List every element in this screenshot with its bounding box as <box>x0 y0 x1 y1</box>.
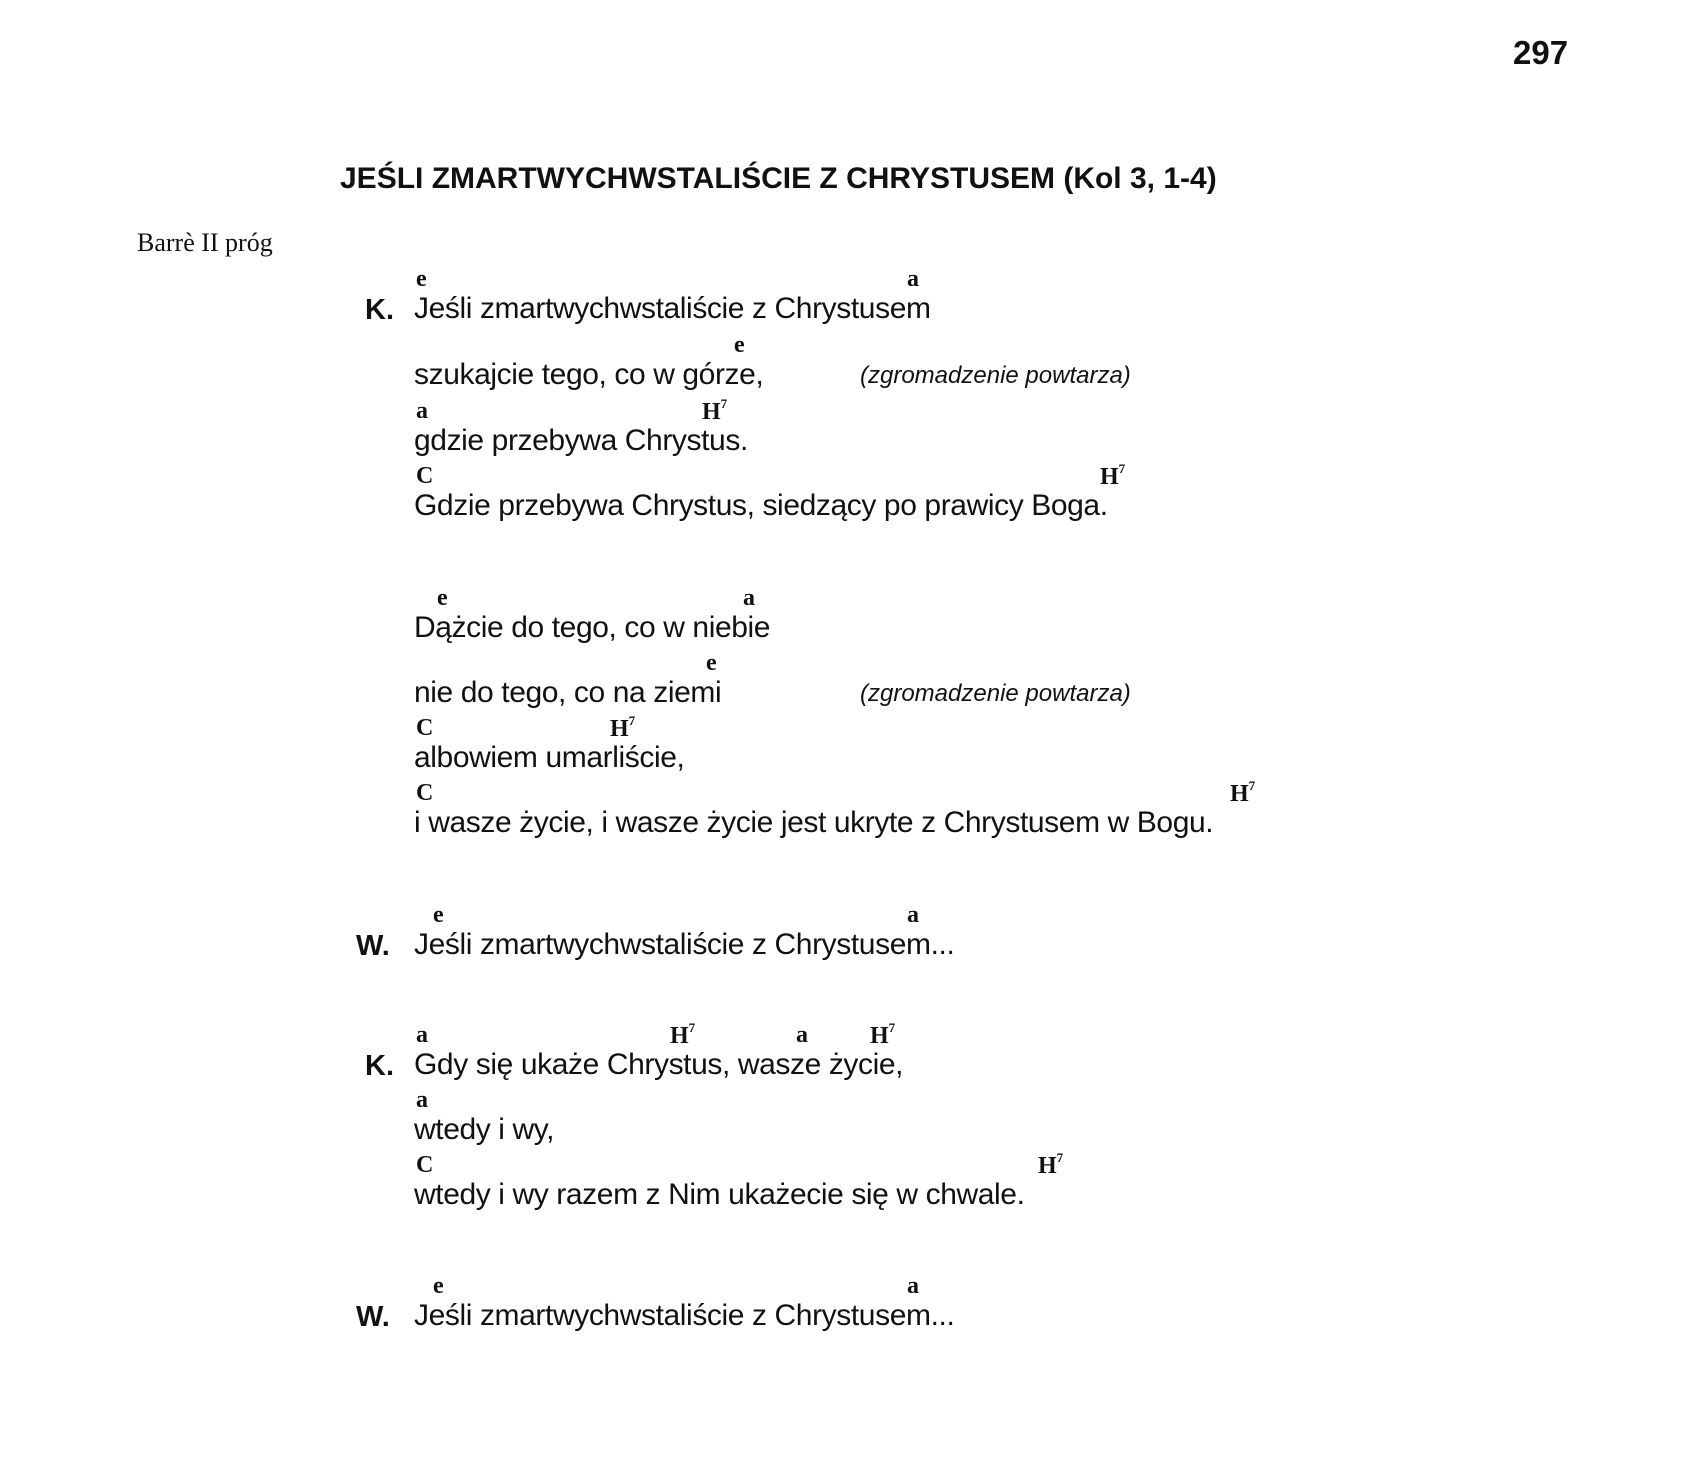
lyric-line: Gdzie przebywa Chrystus, siedzący po prawicy Boga. <box>414 489 1108 522</box>
chord-label: e <box>416 266 427 292</box>
all-marker: W. <box>356 1301 390 1333</box>
lyric-line: Jeśli zmartwychwstaliście z Chrystusem <box>414 292 931 325</box>
chord-label: e <box>706 650 717 676</box>
chord-label: a <box>907 1273 919 1299</box>
chord-label: $H^7$ <box>1230 778 1256 807</box>
chord-label: $H^7$ <box>1100 461 1126 490</box>
chord-label: $H^7$ <box>1038 1150 1064 1179</box>
lyric-line: wtedy i wy, <box>414 1113 555 1146</box>
chord-label: a <box>907 266 919 292</box>
chord-label: $H^7$ <box>870 1020 896 1049</box>
capo-instruction: Barrè II próg <box>137 228 273 257</box>
chord-label: e <box>734 332 745 358</box>
chord-label: a <box>796 1022 808 1048</box>
all-marker: W. <box>356 930 390 962</box>
chord-label: C <box>416 463 434 489</box>
chord-label: a <box>416 1022 428 1048</box>
lyric-line: Jeśli zmartwychwstaliście z Chrystusem... <box>414 928 955 961</box>
chord-label: a <box>416 398 428 424</box>
chord-label: a <box>907 902 919 928</box>
lyric-line: wtedy i wy razem z Nim ukażecie się w chwale. <box>414 1178 1025 1211</box>
page-number: 297 <box>1513 34 1569 71</box>
lyric-line: szukajcie tego, co w górze, <box>414 358 764 391</box>
chord-label: a <box>743 585 755 611</box>
chord-label: e <box>437 585 448 611</box>
lyric-line: i wasze życie, i wasze życie jest ukryte z Chrystusem w Bogu. <box>414 806 1214 839</box>
chord-label: e <box>433 1273 444 1299</box>
chord-label: C <box>416 715 434 741</box>
song-title: JEŚLI ZMARTWYCHWSTALIŚCIE Z CHRYSTUSEM (Kol 3, 1-4) <box>340 162 1217 195</box>
chord-label: $H^7$ <box>702 396 728 425</box>
lyric-line: albowiem umarliście, <box>414 741 685 774</box>
repeat-note: (zgromadzenie powtarza) <box>860 362 1131 389</box>
lyric-line: nie do tego, co na ziemi <box>414 676 722 709</box>
lyric-line: Jeśli zmartwychwstaliście z Chrystusem... <box>414 1299 955 1332</box>
chord-label: $H^7$ <box>670 1020 696 1049</box>
chord-label: a <box>416 1087 428 1113</box>
chord-label: e <box>433 902 444 928</box>
chord-label: C <box>416 1152 434 1178</box>
repeat-note: (zgromadzenie powtarza) <box>860 680 1131 707</box>
cantor-marker: K. <box>365 1050 394 1082</box>
lyric-line: Gdy się ukaże Chrystus, wasze życie, <box>414 1048 904 1081</box>
chord-label: $H^7$ <box>610 713 636 742</box>
cantor-marker: K. <box>365 294 394 326</box>
lyric-line: gdzie przebywa Chrystus. <box>414 424 748 457</box>
chord-label: C <box>416 780 434 806</box>
lyric-line: Dążcie do tego, co w niebie <box>414 611 771 644</box>
